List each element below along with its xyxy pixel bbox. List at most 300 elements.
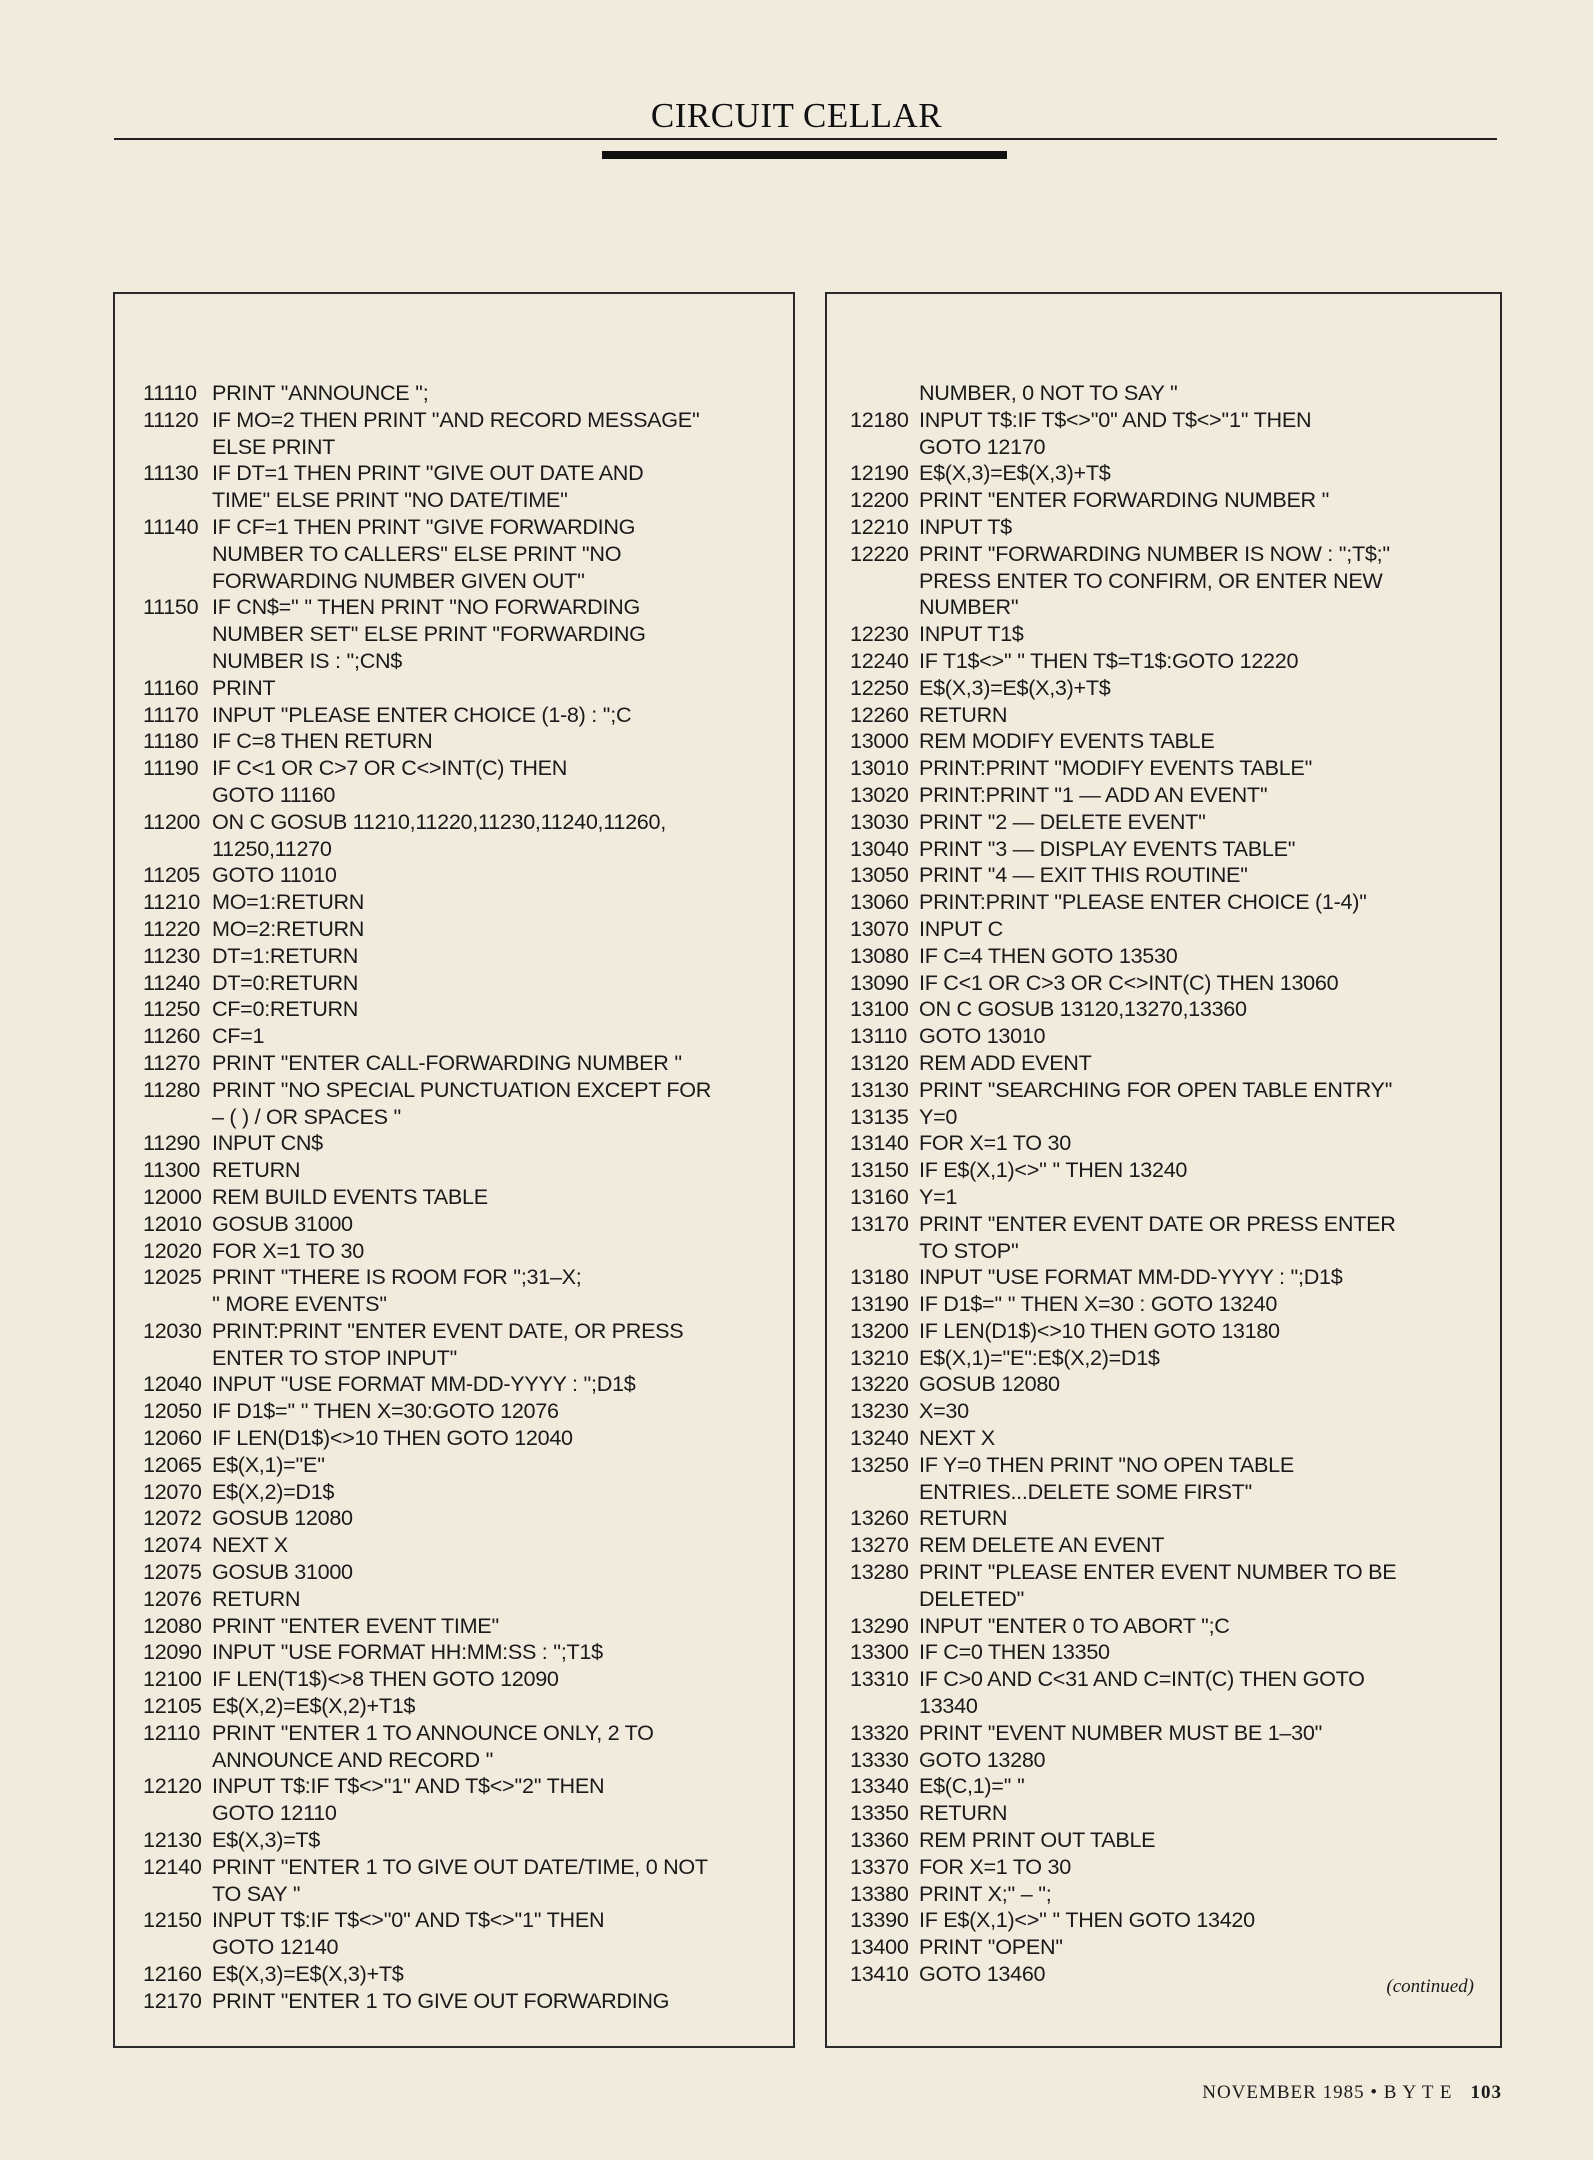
code-line xyxy=(850,407,1490,434)
line-code: FOR X=1 TO 30 xyxy=(212,1237,364,1263)
header-rule xyxy=(114,138,1497,140)
line-code: INPUT C xyxy=(919,915,1003,941)
line-code: IF CF=1 THEN PRINT ''GIVE FORWARDING xyxy=(212,513,636,539)
line-number: 12240 xyxy=(850,647,909,673)
code-line xyxy=(850,1398,1490,1425)
line-number: 13100 xyxy=(850,996,909,1022)
line-code: IF E$(X,1)<>'' '' THEN GOTO 13420 xyxy=(919,1907,1255,1933)
line-code: X=30 xyxy=(919,1398,969,1424)
code-line xyxy=(143,1264,783,1291)
line-number: 11200 xyxy=(143,808,200,834)
line-number xyxy=(143,1881,212,1908)
line-number: 12010 xyxy=(143,1210,202,1236)
code-line xyxy=(850,1184,1490,1211)
code-line xyxy=(143,1077,783,1104)
line-code: PRINT ''4 — EXIT THIS ROUTINE'' xyxy=(919,862,1248,888)
line-code: PRINT:PRINT ''1 — ADD AN EVENT'' xyxy=(919,781,1268,807)
line-code: PRINT:PRINT ''MODIFY EVENTS TABLE'' xyxy=(919,755,1313,781)
code-line xyxy=(143,1318,783,1345)
line-number: 12210 xyxy=(850,513,909,539)
line-number: 13340 xyxy=(850,1773,909,1799)
line-number: 13400 xyxy=(850,1934,909,1960)
line-number: 11230 xyxy=(143,942,200,968)
line-code: TIME'' ELSE PRINT ''NO DATE/TIME'' xyxy=(212,487,568,513)
code-line xyxy=(143,1827,783,1854)
line-number: 12020 xyxy=(143,1237,202,1263)
line-code: REM BUILD EVENTS TABLE xyxy=(212,1183,488,1209)
line-number: 11270 xyxy=(143,1049,200,1075)
line-number: 13030 xyxy=(850,808,909,834)
line-number: 13090 xyxy=(850,969,909,995)
line-code: ENTER TO STOP INPUT'' xyxy=(212,1344,458,1370)
line-code: E$(X,1)=''E'' xyxy=(212,1451,325,1477)
line-code: ELSE PRINT xyxy=(212,433,335,459)
line-code: CF=1 xyxy=(212,1023,265,1049)
line-number: 13130 xyxy=(850,1076,909,1102)
line-number: 13200 xyxy=(850,1317,909,1343)
line-code: DT=1:RETURN xyxy=(212,942,359,968)
line-number: 13040 xyxy=(850,835,909,861)
code-line xyxy=(850,996,1490,1023)
line-code: INPUT CN$ xyxy=(212,1130,323,1156)
line-code: PRINT ''THERE IS ROOM FOR '';31–X; xyxy=(212,1264,582,1290)
line-code: GOTO 13010 xyxy=(919,1023,1046,1049)
line-code: PRESS ENTER TO CONFIRM, OR ENTER NEW xyxy=(919,567,1383,593)
line-code: GOTO 13460 xyxy=(919,1961,1046,1987)
code-line xyxy=(850,809,1490,836)
code-line xyxy=(850,514,1490,541)
line-code: NUMBER SET'' ELSE PRINT ''FORWARDING xyxy=(212,621,646,647)
code-line xyxy=(850,1693,1490,1720)
code-line xyxy=(143,1023,783,1050)
line-code: ON C GOSUB 11210,11220,11230,11240,11260, xyxy=(212,808,666,834)
code-line xyxy=(143,1238,783,1265)
line-number: 12076 xyxy=(143,1585,202,1611)
line-number xyxy=(850,1238,919,1265)
line-code: E$(X,3)=T$ xyxy=(212,1827,321,1853)
line-number: 12100 xyxy=(143,1666,202,1692)
line-number: 11290 xyxy=(143,1130,200,1156)
line-number xyxy=(850,434,919,461)
line-number: 11120 xyxy=(143,406,199,432)
code-line xyxy=(850,1827,1490,1854)
code-line xyxy=(143,434,783,461)
line-number: 12070 xyxy=(143,1478,202,1504)
code-line xyxy=(143,1452,783,1479)
line-code: E$(X,1)=''E'':E$(X,2)=D1$ xyxy=(919,1344,1160,1370)
code-line xyxy=(850,675,1490,702)
line-code: IF D1$='' '' THEN X=30:GOTO 12076 xyxy=(212,1398,559,1424)
code-line xyxy=(850,380,1490,407)
code-line xyxy=(850,1345,1490,1372)
line-number xyxy=(143,782,212,809)
code-line xyxy=(143,943,783,970)
code-line xyxy=(143,1693,783,1720)
code-line xyxy=(850,1881,1490,1908)
code-line xyxy=(143,460,783,487)
line-number: 13210 xyxy=(850,1344,909,1370)
line-code: RETURN xyxy=(919,1800,1008,1826)
line-code: IF C>0 AND C<31 AND C=INT(C) THEN GOTO xyxy=(919,1666,1365,1692)
line-code: IF D1$='' '' THEN X=30 : GOTO 13240 xyxy=(919,1291,1278,1317)
line-number: 13120 xyxy=(850,1049,909,1075)
line-number: 12250 xyxy=(850,674,909,700)
code-listing-right xyxy=(850,380,1490,1988)
code-line xyxy=(143,1532,783,1559)
code-line xyxy=(850,1854,1490,1881)
code-line xyxy=(143,1613,783,1640)
code-line xyxy=(850,434,1490,461)
line-number: 12150 xyxy=(143,1907,202,1933)
line-number: 13010 xyxy=(850,755,909,781)
line-number xyxy=(143,1934,212,1961)
line-code: – ( ) / OR SPACES '' xyxy=(212,1103,402,1129)
line-number: 13290 xyxy=(850,1612,909,1638)
code-line xyxy=(143,1291,783,1318)
code-line xyxy=(143,594,783,621)
code-line xyxy=(143,836,783,863)
line-number: 12072 xyxy=(143,1505,202,1531)
code-line xyxy=(850,1479,1490,1506)
line-code: RETURN xyxy=(919,1505,1008,1531)
code-line xyxy=(143,1398,783,1425)
code-line xyxy=(850,1104,1490,1131)
code-line xyxy=(850,1157,1490,1184)
line-code: NUMBER TO CALLERS'' ELSE PRINT ''NO xyxy=(212,540,622,566)
line-number: 11210 xyxy=(143,889,200,915)
line-code: PRINT:PRINT ''ENTER EVENT DATE, OR PRESS xyxy=(212,1317,684,1343)
code-line xyxy=(143,1666,783,1693)
code-line xyxy=(143,568,783,595)
line-number: 12065 xyxy=(143,1451,202,1477)
code-line xyxy=(143,862,783,889)
code-line xyxy=(143,1881,783,1908)
line-code: PRINT ''OPEN'' xyxy=(919,1934,1063,1960)
line-code: IF MO=2 THEN PRINT ''AND RECORD MESSAGE'' xyxy=(212,406,700,432)
line-number: 13080 xyxy=(850,942,909,968)
page-header-title: CIRCUIT CELLAR xyxy=(650,96,943,135)
code-line xyxy=(143,1559,783,1586)
line-code: RETURN xyxy=(212,1585,301,1611)
code-line xyxy=(143,1104,783,1131)
line-code: GOSUB 31000 xyxy=(212,1559,353,1585)
line-code: IF LEN(T1$)<>8 THEN GOTO 12090 xyxy=(212,1666,559,1692)
line-number: 13160 xyxy=(850,1183,909,1209)
header-bar xyxy=(602,151,1007,159)
line-code: E$(X,3)=E$(X,3)+T$ xyxy=(919,674,1111,700)
code-line xyxy=(850,916,1490,943)
line-code: PRINT ''ENTER FORWARDING NUMBER '' xyxy=(919,487,1330,513)
line-number xyxy=(143,648,212,675)
line-code: NUMBER, 0 NOT TO SAY '' xyxy=(919,380,1178,405)
line-code: 13340 xyxy=(919,1693,978,1719)
line-number xyxy=(143,621,212,648)
line-number: 13135 xyxy=(850,1103,909,1129)
code-line xyxy=(850,889,1490,916)
line-code: PRINT ''NO SPECIAL PUNCTUATION EXCEPT FOR xyxy=(212,1076,712,1102)
line-number xyxy=(850,1586,919,1613)
line-code: PRINT ''ENTER 1 TO GIVE OUT DATE/TIME, 0 NOT xyxy=(212,1853,708,1879)
code-line xyxy=(143,541,783,568)
code-line xyxy=(143,996,783,1023)
line-code: IF DT=1 THEN PRINT ''GIVE OUT DATE AND xyxy=(212,460,644,486)
code-listing-left xyxy=(143,380,783,2015)
code-line xyxy=(143,1907,783,1934)
line-number xyxy=(143,1800,212,1827)
line-code: CF=0:RETURN xyxy=(212,996,359,1022)
line-code: IF E$(X,1)<>'' '' THEN 13240 xyxy=(919,1157,1188,1183)
line-number: 13410 xyxy=(850,1961,909,1987)
code-line xyxy=(143,514,783,541)
line-code: PRINT ''ENTER EVENT DATE OR PRESS ENTER xyxy=(919,1210,1396,1236)
line-code: INPUT ''USE FORMAT HH:MM:SS : '';T1$ xyxy=(212,1639,603,1665)
line-code: MO=2:RETURN xyxy=(212,915,365,941)
code-line xyxy=(143,407,783,434)
line-code: DT=0:RETURN xyxy=(212,969,359,995)
line-number: 12130 xyxy=(143,1827,202,1853)
line-code: Y=1 xyxy=(919,1183,958,1209)
code-line xyxy=(143,1586,783,1613)
line-code: TO SAY '' xyxy=(212,1880,301,1906)
code-line xyxy=(850,1532,1490,1559)
code-line xyxy=(143,1747,783,1774)
code-line xyxy=(143,1371,783,1398)
line-number: 13180 xyxy=(850,1264,909,1290)
code-line xyxy=(850,568,1490,595)
line-code: PRINT ''SEARCHING FOR OPEN TABLE ENTRY'' xyxy=(919,1076,1393,1102)
line-code: E$(X,3)=E$(X,3)+T$ xyxy=(212,1961,404,1987)
line-code: INPUT T1$ xyxy=(919,621,1024,647)
line-code: REM PRINT OUT TABLE xyxy=(919,1827,1156,1853)
line-code: IF C<1 OR C>7 OR C<>INT(C) THEN xyxy=(212,755,568,781)
code-line xyxy=(850,1934,1490,1961)
line-number: 11205 xyxy=(143,862,200,888)
code-line xyxy=(850,1130,1490,1157)
line-code: E$(C,1)='' '' xyxy=(919,1773,1025,1799)
line-code: INPUT ''PLEASE ENTER CHOICE (1-8) : '';C xyxy=(212,701,632,727)
code-line xyxy=(850,1559,1490,1586)
line-number: 13250 xyxy=(850,1451,909,1477)
line-number xyxy=(143,568,212,595)
line-code: IF T1$<>'' '' THEN T$=T1$:GOTO 12220 xyxy=(919,647,1299,673)
line-number: 13050 xyxy=(850,862,909,888)
line-number: 11130 xyxy=(143,460,199,486)
line-number: 11160 xyxy=(143,674,199,700)
line-code: IF C<1 OR C>3 OR C<>INT(C) THEN 13060 xyxy=(919,969,1339,995)
code-line xyxy=(143,970,783,997)
line-code: PRINT ''PLEASE ENTER EVENT NUMBER TO BE xyxy=(919,1559,1397,1585)
line-code: PRINT ''ANNOUNCE ''; xyxy=(212,380,429,405)
code-line xyxy=(143,1184,783,1211)
line-number: 13350 xyxy=(850,1800,909,1826)
line-code: IF C=0 THEN 13350 xyxy=(919,1639,1110,1665)
code-line xyxy=(850,1211,1490,1238)
line-number: 13380 xyxy=(850,1880,909,1906)
code-line xyxy=(850,1077,1490,1104)
code-line xyxy=(850,1238,1490,1265)
code-line xyxy=(850,1800,1490,1827)
line-code: RETURN xyxy=(919,701,1008,727)
code-line xyxy=(850,1613,1490,1640)
line-code: FOR X=1 TO 30 xyxy=(919,1130,1071,1156)
line-number: 13190 xyxy=(850,1291,909,1317)
line-code: NUMBER IS : '';CN$ xyxy=(212,647,403,673)
line-code: FOR X=1 TO 30 xyxy=(919,1853,1071,1879)
line-number: 13330 xyxy=(850,1746,909,1772)
line-number: 13300 xyxy=(850,1639,909,1665)
code-line xyxy=(143,1479,783,1506)
line-number: 12200 xyxy=(850,487,909,513)
code-line xyxy=(850,1264,1490,1291)
line-number: 11300 xyxy=(143,1157,200,1183)
code-line xyxy=(143,809,783,836)
line-number: 13140 xyxy=(850,1130,909,1156)
line-number: 12080 xyxy=(143,1612,202,1638)
code-line xyxy=(143,621,783,648)
line-number: 11220 xyxy=(143,915,200,941)
line-number: 11250 xyxy=(143,996,200,1022)
line-code: GOSUB 31000 xyxy=(212,1210,353,1236)
line-code: PRINT ''ENTER 1 TO GIVE OUT FORWARDING xyxy=(212,1987,670,2013)
page-number: 103 xyxy=(1470,2082,1502,2103)
code-line xyxy=(143,916,783,943)
listing-panel-left xyxy=(113,292,795,2048)
code-line xyxy=(850,541,1490,568)
line-code: GOTO 12140 xyxy=(212,1934,339,1960)
code-line xyxy=(850,728,1490,755)
code-line xyxy=(850,782,1490,809)
code-line xyxy=(850,862,1490,889)
code-line xyxy=(143,380,783,407)
line-number xyxy=(143,487,212,514)
line-number: 13110 xyxy=(850,1023,907,1049)
line-number: 11110 xyxy=(143,380,197,405)
code-line xyxy=(143,728,783,755)
line-code: ANNOUNCE AND RECORD '' xyxy=(212,1746,494,1772)
line-number: 12074 xyxy=(143,1532,202,1558)
code-line xyxy=(143,1961,783,1988)
listing-panel-right xyxy=(825,292,1502,2048)
line-number: 13390 xyxy=(850,1907,909,1933)
line-code: E$(X,3)=E$(X,3)+T$ xyxy=(919,460,1111,486)
code-line xyxy=(850,1773,1490,1800)
line-number: 12190 xyxy=(850,460,909,486)
line-number: 12040 xyxy=(143,1371,202,1397)
line-number xyxy=(850,1693,919,1720)
code-line xyxy=(850,1050,1490,1077)
line-code: ENTRIES...DELETE SOME FIRST'' xyxy=(919,1478,1253,1504)
line-code: IF LEN(D1$)<>10 THEN GOTO 13180 xyxy=(919,1317,1280,1343)
code-line xyxy=(143,1425,783,1452)
line-code: REM DELETE AN EVENT xyxy=(919,1532,1165,1558)
line-number: 12105 xyxy=(143,1693,202,1719)
line-code: INPUT T$:IF T$<>''1'' AND T$<>''2'' THEN xyxy=(212,1773,605,1799)
code-line xyxy=(143,755,783,782)
code-line xyxy=(850,1720,1490,1747)
line-code: ON C GOSUB 13120,13270,13360 xyxy=(919,996,1247,1022)
code-line xyxy=(850,755,1490,782)
code-line xyxy=(850,1747,1490,1774)
line-code: PRINT ''ENTER CALL-FORWARDING NUMBER '' xyxy=(212,1049,682,1075)
line-code: RETURN xyxy=(212,1157,301,1183)
code-line xyxy=(850,702,1490,729)
code-line xyxy=(850,1425,1490,1452)
line-code: IF LEN(D1$)<>10 THEN GOTO 12040 xyxy=(212,1425,573,1451)
line-code: MO=1:RETURN xyxy=(212,889,365,915)
code-line xyxy=(143,1505,783,1532)
code-line xyxy=(850,594,1490,621)
code-line xyxy=(143,1130,783,1157)
line-code: GOSUB 12080 xyxy=(919,1371,1060,1397)
line-number: 11140 xyxy=(143,513,199,539)
code-line xyxy=(143,1720,783,1747)
line-number: 13280 xyxy=(850,1559,909,1585)
line-code: PRINT ''ENTER EVENT TIME'' xyxy=(212,1612,500,1638)
line-number: 13220 xyxy=(850,1371,909,1397)
line-code: PRINT:PRINT ''PLEASE ENTER CHOICE (1-4)'' xyxy=(919,889,1367,915)
code-line xyxy=(143,648,783,675)
line-number: 12000 xyxy=(143,1183,202,1209)
line-code: GOTO 11010 xyxy=(212,862,337,888)
code-line xyxy=(850,648,1490,675)
line-number: 12090 xyxy=(143,1639,202,1665)
code-line xyxy=(143,675,783,702)
line-number: 13360 xyxy=(850,1827,909,1853)
code-line xyxy=(143,1934,783,1961)
line-number: 13370 xyxy=(850,1853,909,1879)
line-code: TO STOP'' xyxy=(919,1237,1019,1263)
line-number: 12220 xyxy=(850,540,909,566)
line-number: 11280 xyxy=(143,1076,200,1102)
line-code: IF C=4 THEN GOTO 13530 xyxy=(919,942,1178,968)
code-line xyxy=(143,889,783,916)
line-number: 12140 xyxy=(143,1853,202,1879)
line-number: 13020 xyxy=(850,781,909,807)
line-code: PRINT ''3 — DISPLAY EVENTS TABLE'' xyxy=(919,835,1296,861)
code-line xyxy=(850,487,1490,514)
code-line xyxy=(143,1800,783,1827)
line-code: INPUT ''USE FORMAT MM-DD-YYYY : '';D1$ xyxy=(212,1371,636,1397)
line-code: GOSUB 12080 xyxy=(212,1505,353,1531)
line-number xyxy=(850,380,919,407)
line-number: 12180 xyxy=(850,406,909,432)
line-number: 12160 xyxy=(143,1961,202,1987)
line-code: IF CN$='' '' THEN PRINT ''NO FORWARDING xyxy=(212,594,640,620)
line-number: 12050 xyxy=(143,1398,202,1424)
line-number xyxy=(850,568,919,595)
line-code: IF Y=0 THEN PRINT ''NO OPEN TABLE xyxy=(919,1451,1294,1477)
code-line xyxy=(850,1371,1490,1398)
line-number: 13150 xyxy=(850,1157,909,1183)
code-line xyxy=(850,1291,1490,1318)
line-code: GOTO 12170 xyxy=(919,433,1046,459)
line-number xyxy=(143,1747,212,1774)
line-number xyxy=(850,1479,919,1506)
line-code: PRINT xyxy=(212,674,276,700)
line-number: 12060 xyxy=(143,1425,202,1451)
line-number: 11180 xyxy=(143,728,199,754)
line-number: 13170 xyxy=(850,1210,909,1236)
line-code: GOTO 11160 xyxy=(212,781,336,807)
code-line xyxy=(143,702,783,729)
line-number xyxy=(143,434,212,461)
code-line xyxy=(850,621,1490,648)
code-line xyxy=(850,1639,1490,1666)
code-line xyxy=(143,1773,783,1800)
line-number: 13310 xyxy=(850,1666,909,1692)
code-line xyxy=(143,1345,783,1372)
code-line xyxy=(850,1586,1490,1613)
